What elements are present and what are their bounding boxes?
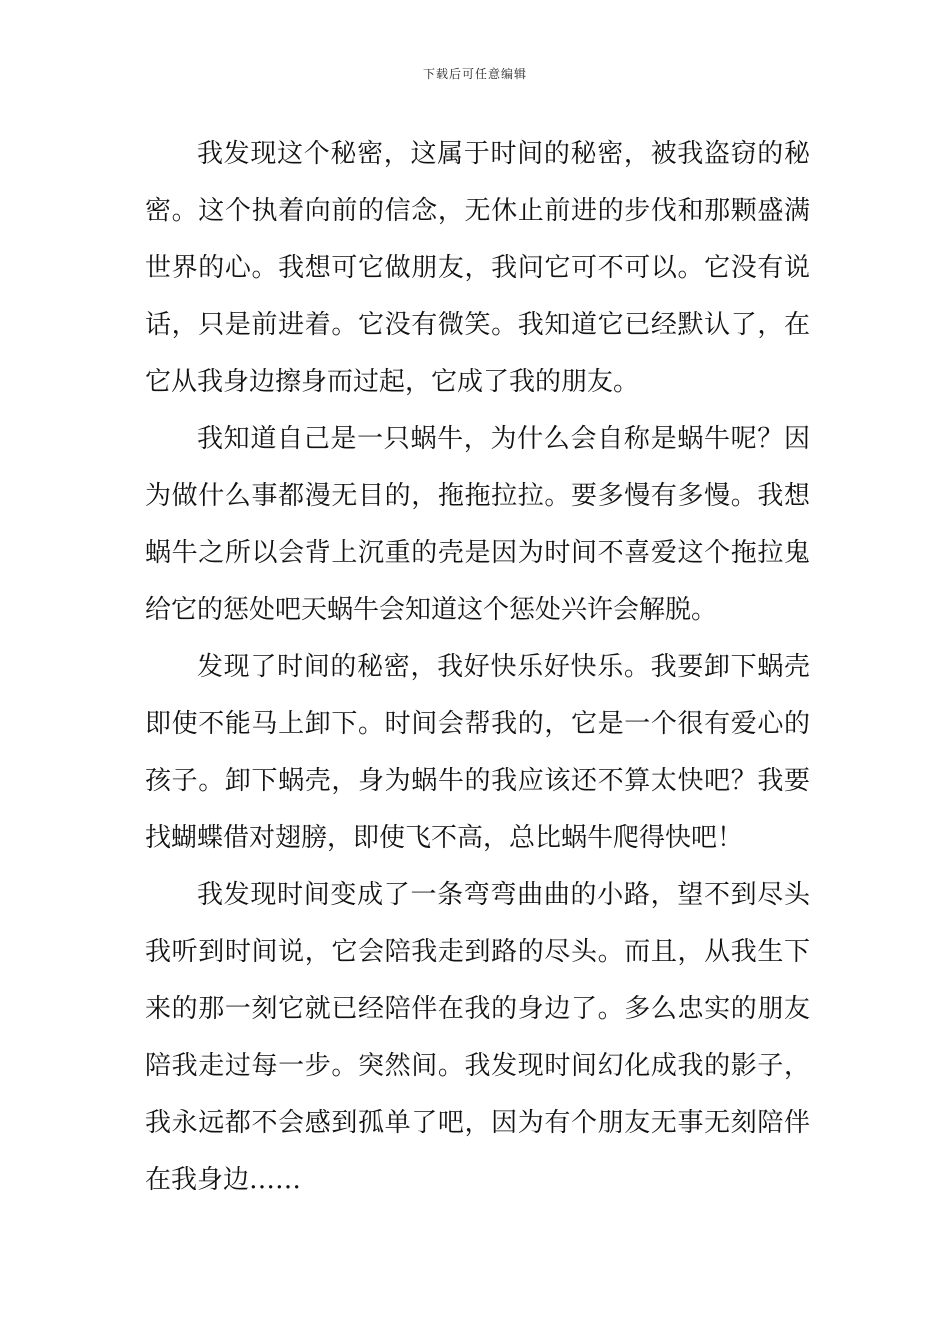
page-header: 下载后可任意编辑 (422, 67, 527, 81)
paragraph-2: 我知道自己是一只蜗牛，为什么会自称是蜗牛呢？因为做什么事都漫无目的，拖拖拉拉。要多慢有多慢。我想蜗牛之所以会背上沉重的壳是因为时间不喜爱这个拖拉鬼给它的惩处吧天蜗牛会知道这个惩处兴许会解脱。 (145, 424, 810, 625)
document-body (145, 126, 810, 1209)
paragraph-3: 发现了时间的秘密，我好快乐好快乐。我要卸下蜗壳即使不能马上卸下。时间会帮我的，它是一个很有爱心的孩子。卸下蜗壳，身为蜗牛的我应该还不算太快吧？我要找蝴蝶借对翅膀，即使飞不高，总比蜗牛爬得快吧！ (145, 652, 810, 853)
paragraph-1: 我发现这个秘密，这属于时间的秘密，被我盗窃的秘密。这个执着向前的信念，无休止前进的步伐和那颗盛满世界的心。我想可它做朋友，我问它可不可以。它没有说话，只是前进着。它没有微笑。我知道它已经默认了，在它从我身边擦身而过起，它成了我的朋友。 (145, 139, 810, 397)
paragraph-4: 我发现时间变成了一条弯弯曲曲的小路，望不到尽头我听到时间说，它会陪我走到路的尽头。而且，从我生下来的那一刻它就已经陪伴在我的身边了。多么忠实的朋友陪我走过每一步。突然间。我发现时间幻化成我的影子，我永远都不会感到孤单了吧，因为有个朋友无事无刻陪伴在我身边…… (145, 880, 810, 1195)
